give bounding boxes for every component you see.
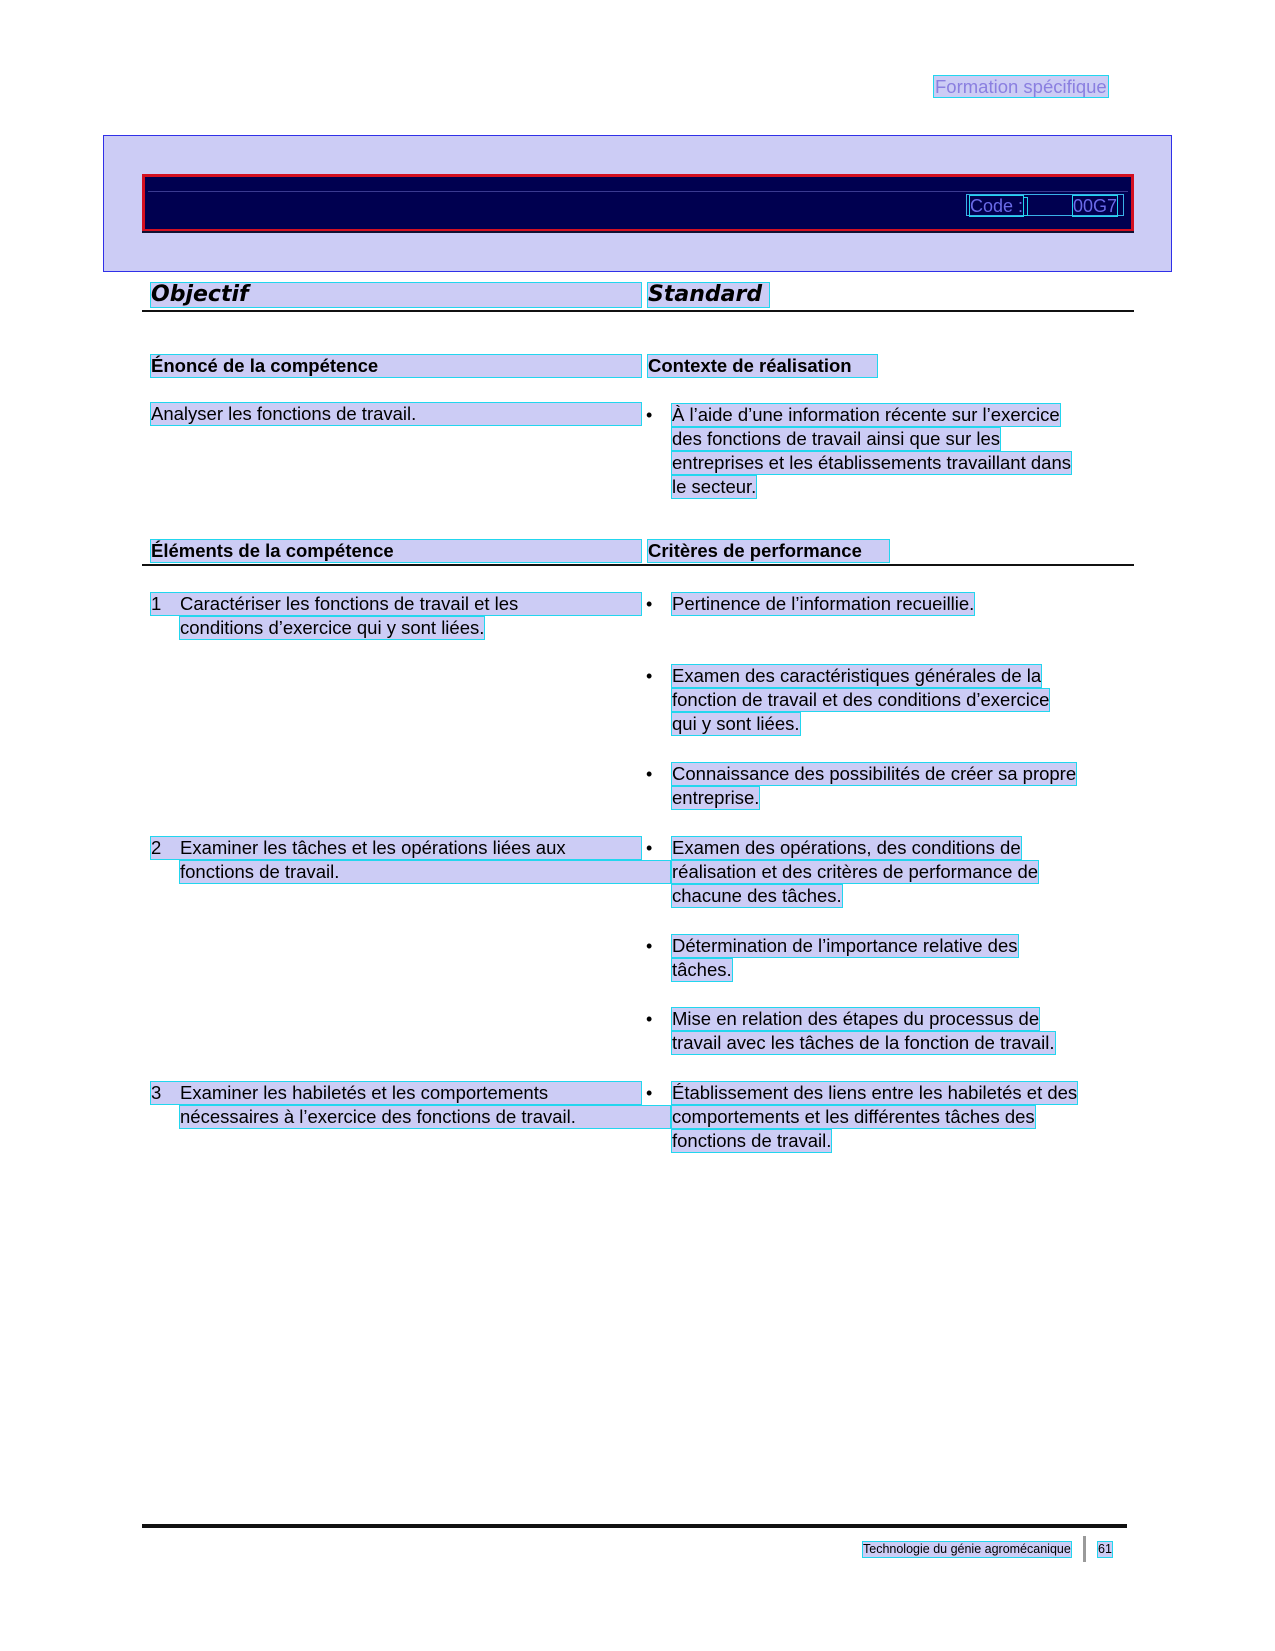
code-bar-divider bbox=[148, 191, 1128, 192]
context-heading: Contexte de réalisation bbox=[648, 355, 877, 377]
bullet-icon: • bbox=[646, 1083, 653, 1103]
bullet-icon: • bbox=[646, 838, 653, 858]
section-rule bbox=[142, 564, 1134, 566]
criterion-line: réalisation et des critères de performance de bbox=[672, 861, 1039, 882]
criterion-line: comportements et les différentes tâches des bbox=[672, 1106, 1035, 1127]
criterion-line: tâches. bbox=[672, 959, 732, 980]
criterion-line: Connaissance des possibilités de créer sa propre bbox=[672, 763, 1077, 784]
criteria-heading: Critères de performance bbox=[648, 540, 889, 562]
criterion-line: entreprise. bbox=[672, 787, 760, 808]
bullet-icon: • bbox=[646, 1009, 653, 1029]
footer-rule bbox=[142, 1524, 1127, 1528]
bullet-icon: • bbox=[646, 405, 653, 425]
code-separator bbox=[1023, 197, 1028, 216]
criterion-line: fonction de travail et des conditions d’exercice bbox=[672, 689, 1050, 710]
bullet-icon: • bbox=[646, 764, 653, 784]
section-label: Formation spécifique bbox=[935, 76, 1107, 97]
criterion-line: Établissement des liens entre les habiletés et des bbox=[672, 1082, 1078, 1103]
footer-title: Technologie du génie agromécanique bbox=[863, 1542, 1071, 1556]
objective-title: Objectif bbox=[151, 283, 641, 307]
criterion-line: Détermination de l’importance relative des bbox=[672, 935, 1018, 956]
element-line: nécessaires à l’exercice des fonctions de travail. bbox=[180, 1106, 670, 1128]
standard-title: Standard bbox=[648, 283, 769, 307]
page-number: 61 bbox=[1098, 1542, 1112, 1556]
criterion-line: qui y sont liées. bbox=[672, 713, 800, 734]
code-label: Code : bbox=[970, 196, 1024, 216]
criterion-line: Pertinence de l’information recueillie. bbox=[672, 593, 975, 614]
statement-heading: Énoncé de la compétence bbox=[151, 355, 641, 377]
element-number: 1 bbox=[151, 593, 162, 614]
code-bar-underline bbox=[142, 231, 1134, 233]
criterion-line: Examen des opérations, des conditions de bbox=[672, 837, 1021, 858]
element-line: conditions d’exercice qui y sont liées. bbox=[180, 617, 485, 638]
element-line: fonctions de travail. bbox=[180, 861, 670, 883]
element-line: Examiner les tâches et les opérations liées aux bbox=[180, 837, 566, 858]
element-number: 2 bbox=[151, 837, 162, 858]
context-line: À l’aide d’une information récente sur l’exercice bbox=[672, 404, 1060, 425]
criterion-line: Examen des caractéristiques générales de la bbox=[672, 665, 1042, 686]
context-line: le secteur. bbox=[672, 476, 757, 497]
bullet-icon: • bbox=[646, 936, 653, 956]
element-line: Caractériser les fonctions de travail et les bbox=[180, 593, 519, 614]
code-value: 00G7 bbox=[1073, 196, 1118, 216]
element-number: 3 bbox=[151, 1082, 162, 1103]
criterion-line: travail avec les tâches de la fonction de travail. bbox=[672, 1032, 1055, 1053]
criterion-line: chacune des tâches. bbox=[672, 885, 842, 906]
bullet-icon: • bbox=[646, 594, 653, 614]
element-line: Examiner les habiletés et les comportements bbox=[180, 1082, 549, 1103]
title-rule bbox=[142, 310, 1134, 312]
footer-separator bbox=[1083, 1536, 1086, 1562]
context-line: des fonctions de travail ainsi que sur les bbox=[672, 428, 1001, 449]
criterion-line: fonctions de travail. bbox=[672, 1130, 832, 1151]
context-line: entreprises et les établissements travaillant dans bbox=[672, 452, 1071, 473]
criterion-line: Mise en relation des étapes du processus de bbox=[672, 1008, 1040, 1029]
statement-text: Analyser les fonctions de travail. bbox=[151, 403, 641, 425]
bullet-icon: • bbox=[646, 666, 653, 686]
elements-heading: Éléments de la compétence bbox=[151, 540, 641, 562]
